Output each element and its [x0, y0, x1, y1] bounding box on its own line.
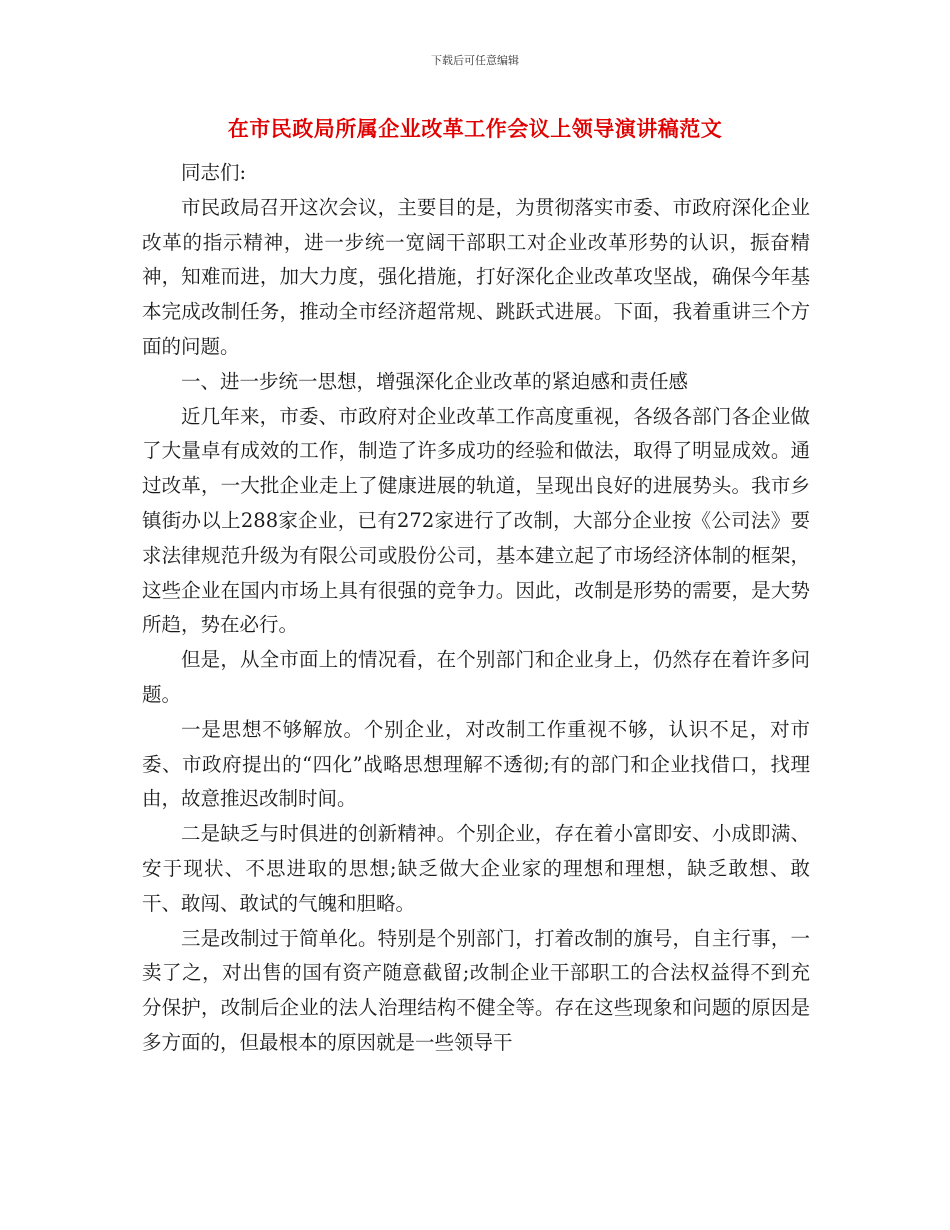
paragraph: 市民政局召开这次会议，主要目的是，为贯彻落实市委、市政府深化企业改革的指示精神，进一步统一宽阔干部职工对企业改革形势的认识，振奋精神，知难而进，加大力度，强化措施，打好深化企业改革攻坚战，确保今年基本完成改制任务，推动全市经济超常规、跳跃式进展。下面，我着重讲三个方面的问题。 — [142, 195, 810, 358]
paragraph: 一是思想不够解放。个别企业，对改制工作重视不够，认识不足，对市委、市政府提出的“四化”战略思想理解不透彻;有的部门和企业找借口，找理由，故意推迟改制时间。 — [142, 717, 810, 811]
document-body — [142, 156, 810, 1061]
paragraph: 二是缺乏与时俱进的创新精神。个别企业，存在着小富即安、小成即满、安于现状、不思进取的思想;缺乏做大企业家的理想和理想，缺乏敢想、敢干、敢闯、敢试的气魄和胆略。 — [142, 822, 810, 915]
document-title: 在市民政局所属企业改革工作会议上领导演讲稿范文 — [227, 117, 723, 141]
paragraph: 近几年来，市委、市政府对企业改革工作高度重视，各级各部门各企业做了大量卓有成效的工作，制造了许多成功的经验和做法，取得了明显成效。通过改革，一大批企业走上了健康进展的轨道，呈现出良好的进展势头。我市乡镇街办以上288家企业，已有272家进行了改制，大部分企业按《公司法》要求法律规范升级为有限公司或股份公司，基本建立起了市场经济体制的框架，这些企业在国内市场上具有很强的竞争力。因此，改制是形势的需要，是大势所趋，势在必行。 — [142, 404, 810, 637]
salutation: 同志们: — [181, 161, 247, 184]
paragraph: 但是，从全市面上的情况看，在个别部门和企业身上，仍然存在着许多问题。 — [142, 648, 810, 706]
section-heading: 一、进一步统一思想，增强深化企业改革的紧迫感和责任感 — [181, 369, 689, 393]
page-header: 下载后可任意编辑 — [431, 54, 519, 67]
paragraph: 三是改制过于简单化。特别是个别部门，打着改制的旗号，自主行事，一卖了之，对出售的国有资产随意截留;改制企业干部职工的合法权益得不到充分保护，改制后企业的法人治理结构不健全等。存在这些现象和问题的原因是多方面的，但最根本的原因就是一些领导干 — [142, 926, 810, 1054]
